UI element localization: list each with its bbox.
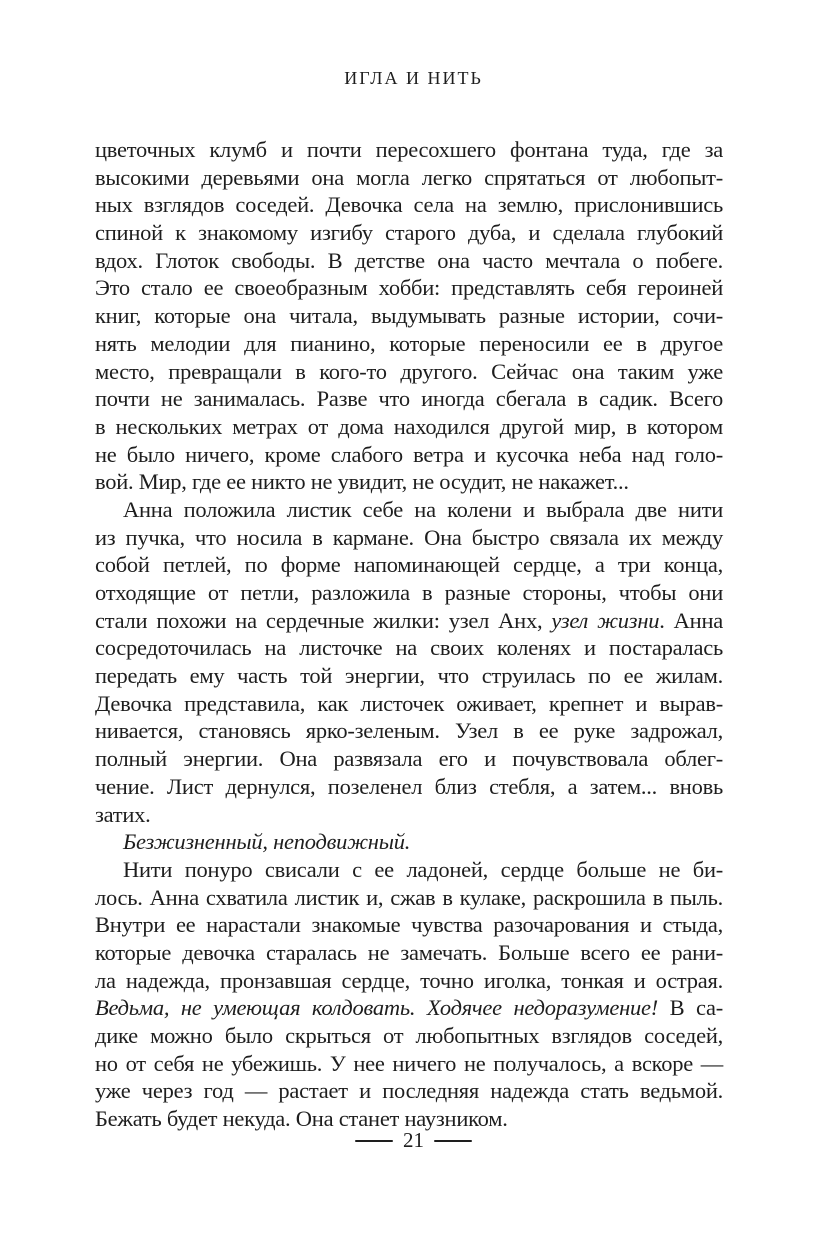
text-segment: не было ничего, кроме слабого ветра и кусочка неба над голо-: [95, 441, 723, 467]
text-segment: спиной к знакомому изгибу старого дуба, и сделала глубокий: [95, 220, 723, 246]
running-head: ИГЛА И НИТЬ: [344, 68, 483, 88]
text-line: [95, 801, 723, 829]
text-segment: лось. Анна схватила листик и, сжав в кулаке, раскрошила в пыль.: [95, 884, 723, 910]
text-segment: стали похожи на сердечные жилки: узел Анх,: [95, 607, 552, 633]
text-line: [95, 468, 723, 496]
italic-text: Безжизненный, неподвижный.: [123, 829, 411, 855]
text-line: [95, 136, 723, 164]
italic-text: Ведьма, не умеющая колдовать. Ходячее недоразумение!: [95, 995, 658, 1021]
text-segment: но от себя не убежишь. У нее ничего не получалось, а вскоре —: [95, 1050, 723, 1076]
page-number: 21: [403, 1128, 424, 1152]
text-segment: сосредоточилась на листочке на своих коленях и постаралась: [95, 635, 723, 661]
text-line: [95, 717, 723, 745]
text-line: [95, 1050, 723, 1078]
text-line: [95, 634, 723, 662]
text-line: [95, 579, 723, 607]
text-segment: чение. Лист дернулся, позеленел близ стебля, а затем... вновь: [95, 773, 723, 799]
text-line: [95, 413, 723, 441]
text-line: [95, 828, 723, 856]
text-line: [95, 967, 723, 995]
text-segment: Это стало ее своеобразным хобби: представлять себя героиней: [95, 275, 723, 301]
text-line: [95, 219, 723, 247]
italic-text: узел жизни: [551, 607, 660, 633]
text-line: [95, 690, 723, 718]
text-line: [95, 164, 723, 192]
text-segment: из пучка, что носила в кармане. Она быстро связала их между: [95, 524, 723, 550]
text-segment: полный энергии. Она развязала его и почувствовала облег-: [95, 746, 723, 772]
text-line: [95, 745, 723, 773]
text-line: [95, 191, 723, 219]
text-segment: нивается, становясь ярко-зеленым. Узел в ее руке задрожал,: [95, 718, 723, 744]
text-segment: ла надежда, пронзавшая сердце, точно иголка, тонкая и острая.: [95, 967, 723, 993]
ornament-dash-right: [434, 1140, 472, 1142]
text-segment: ных взглядов соседей. Девочка села на землю, прислонившись: [95, 192, 723, 218]
text-segment: отходящие от петли, разложила в разные стороны, чтобы они: [95, 580, 723, 605]
body-text: [95, 136, 723, 1133]
page-number-footer: [0, 1128, 827, 1153]
text-segment: нять мелодии для пианино, которые переносили ее в другое: [95, 330, 723, 356]
text-segment: уже через год — растает и последняя надежда стать ведьмой.: [95, 1078, 723, 1104]
text-line: [95, 1077, 723, 1105]
text-segment: высокими деревьями она могла легко спрятаться от любопыт-: [95, 164, 723, 190]
text-line: [95, 441, 723, 469]
text-line: [95, 302, 723, 330]
text-segment: почти не занималась. Разве что иногда сбегала в садик. Всего: [95, 386, 723, 412]
text-segment: В са-: [658, 995, 723, 1021]
text-segment: Бежать будет некуда. Она станет наузником.: [95, 1106, 508, 1132]
text-segment: вой. Мир, где ее никто не увидит, не осудит, не накажет...: [95, 469, 629, 495]
text-segment: Внутри ее нарастали знакомые чувства разочарования и стыда,: [95, 912, 723, 938]
text-segment: Девочка представила, как листочек оживает, крепнет и вырав-: [95, 690, 723, 716]
text-line: [95, 911, 723, 939]
text-line: [95, 994, 723, 1022]
text-line: [95, 274, 723, 302]
text-segment: дике можно было скрыться от любопытных взглядов соседей,: [95, 1023, 723, 1048]
text-line: [95, 358, 723, 386]
text-segment: Анна положила листик себе на колени и выбрала две нити: [123, 496, 723, 522]
text-segment: собой петлей, по форме напоминающей сердце, а три конца,: [95, 552, 723, 578]
text-segment: передать ему часть той энергии, что струилась по ее жилам.: [95, 663, 723, 689]
text-line: [95, 884, 723, 912]
text-segment: вдох. Глоток свободы. В детстве она часто мечтала о побеге.: [95, 247, 723, 273]
text-segment: в нескольких метрах от дома находился другой мир, в котором: [95, 413, 723, 439]
text-segment: которые девочка старалась не замечать. Больше всего ее рани-: [95, 939, 723, 965]
text-segment: цветочных клумб и почти пересохшего фонтана туда, где за: [95, 137, 723, 162]
text-line: [95, 773, 723, 801]
text-segment: . Анна: [659, 607, 723, 633]
text-line: [95, 662, 723, 690]
text-segment: Нити понуро свисали с ее ладоней, сердце больше не би-: [123, 856, 723, 882]
text-line: [95, 247, 723, 275]
text-line: [95, 496, 723, 524]
text-line: [95, 524, 723, 552]
text-line: [95, 939, 723, 967]
text-segment: место, превращали в кого-то другого. Сейчас она таким уже: [95, 358, 723, 384]
text-line: [95, 551, 723, 579]
text-line: [95, 607, 723, 635]
text-segment: затих.: [95, 801, 151, 827]
text-line: [95, 330, 723, 358]
text-line: [95, 385, 723, 413]
text-segment: книг, которые она читала, выдумывать разные истории, сочи-: [95, 303, 723, 329]
text-line: [95, 1022, 723, 1050]
text-line: [95, 856, 723, 884]
ornament-dash-left: [355, 1140, 393, 1142]
